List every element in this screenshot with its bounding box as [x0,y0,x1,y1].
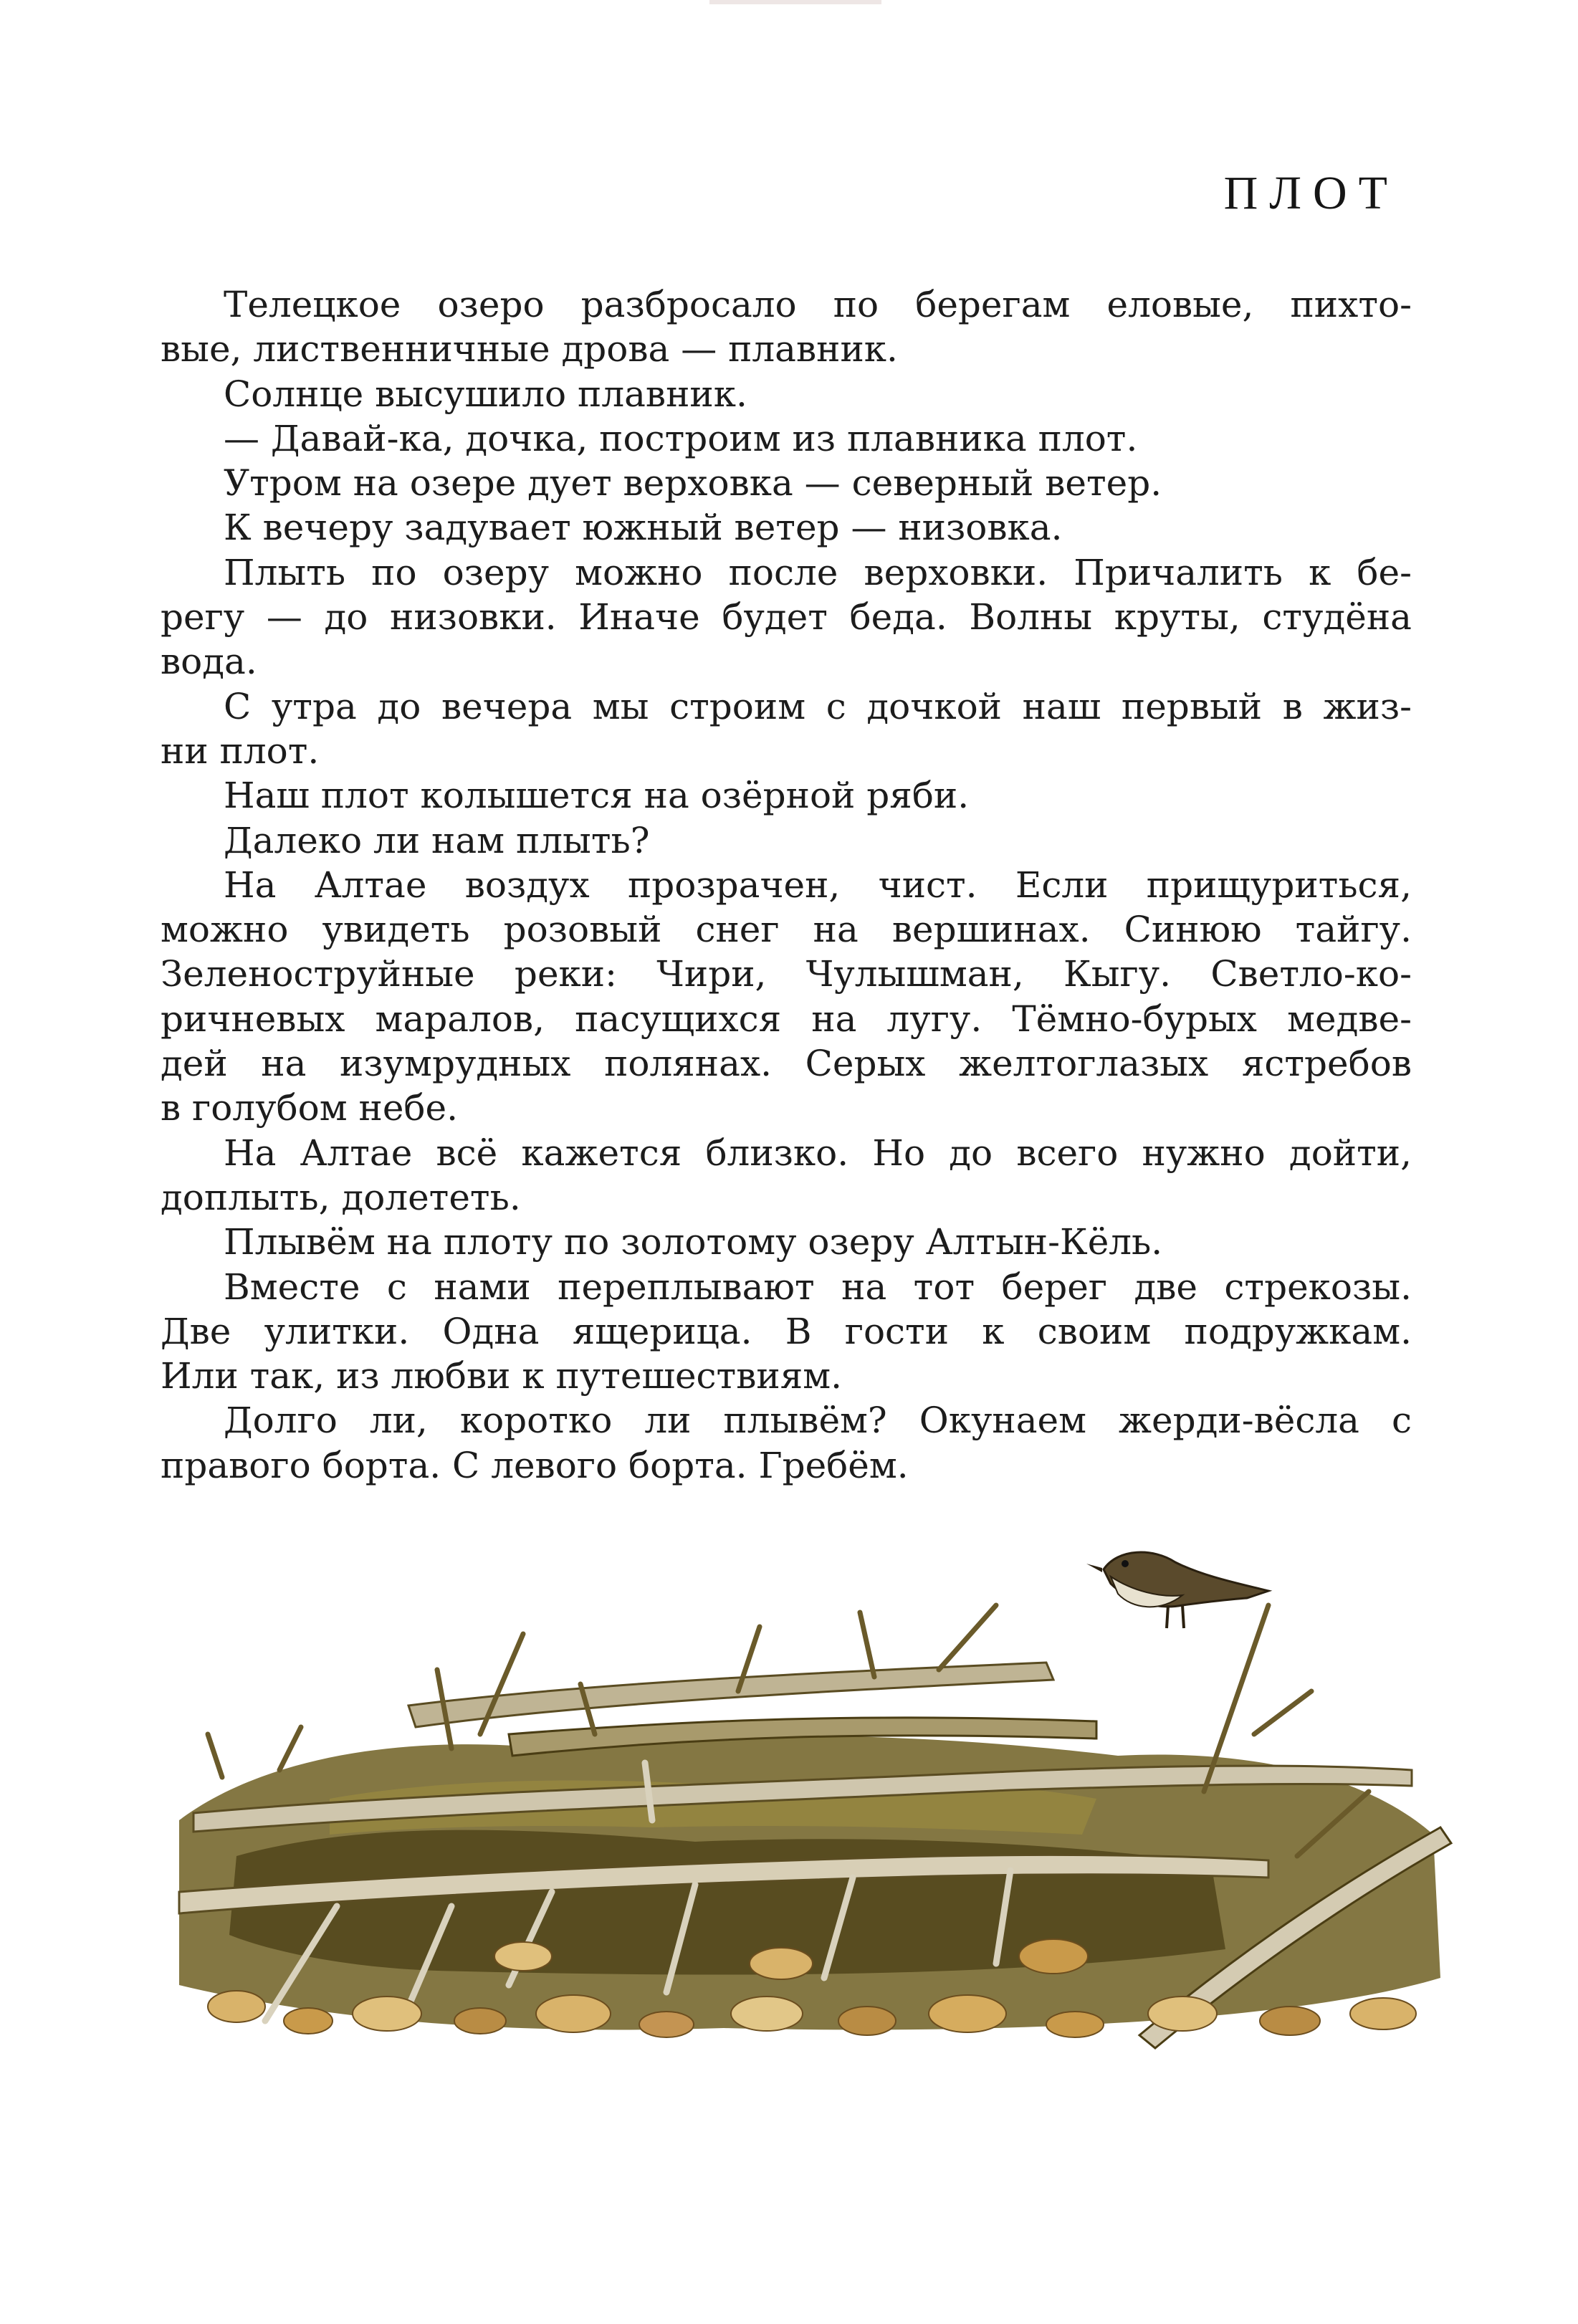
pebble [639,2012,694,2037]
pebble [838,2007,896,2035]
text-line: регу — до низовки. Иначе будет беда. Волны круты, студёна [161,596,1412,639]
text-line: Две улитки. Одна ящерица. В гости к своим подружкам. [161,1310,1412,1352]
story-text [161,282,1412,1488]
pebble [750,1948,813,1979]
text-line: На Алтае всё кажется близко. Но до всего нужно дойти, [224,1132,1412,1174]
text-line: правого борта. С левого борта. Гребём. [161,1444,909,1486]
text-line: в голубом небе. [161,1087,459,1129]
pebble [454,2008,506,2034]
text-line: Плывём на плоту по золотому озеру Алтын-Кёль. [224,1221,1163,1263]
text-line: — Давай-ка, дочка, построим из плавника плот. [224,417,1138,459]
branch [480,1634,523,1734]
branch [860,1612,874,1677]
pebble [208,1991,265,2022]
pebble [1260,2007,1320,2035]
pebble [1019,1939,1088,1974]
branch [939,1605,996,1670]
bird [1086,1552,1268,1628]
text-line: С утра до вечера мы строим с дочкой наш первый в жиз- [224,685,1412,727]
page-edge-mark [709,0,881,4]
text-line: вые, лиственничные дрова — плавник. [161,328,898,370]
text-line: ричневых маралов, пасущихся на лугу. Тёмно-бурых медве- [161,998,1412,1040]
pebble [284,2008,333,2034]
branch [208,1734,222,1777]
text-line: Наш плот колышется на озёрной ряби. [224,775,970,817]
text-line: вода. [161,641,257,683]
branch [279,1727,301,1770]
text-line: Зеленоструйные реки: Чири, Чулышман, Кыгу. Светло-ко- [161,953,1412,995]
text-line: ни плот. [161,730,320,772]
driftwood-raft-illustration [150,1519,1462,2064]
text-line: доплыть, долететь. [161,1176,521,1218]
pebble [536,1995,611,2032]
text-line: На Алтае воздух прозрачен, чист. Если прищуриться, [224,864,1412,906]
branch [1254,1691,1311,1734]
pebble [1350,1998,1416,2029]
text-line: Долго ли, коротко ли плывём? Окунаем жерди-вёсла с [224,1400,1412,1442]
text-line: Вместе с нами переплывают на тот берег две стрекозы. [224,1266,1412,1308]
pebble [929,1995,1006,2032]
text-line: дей на изумрудных полянах. Серых желтоглазых ястребов [161,1043,1412,1085]
pebble [1148,1997,1217,2031]
text-line: Далеко ли нам плыть? [224,819,650,861]
text-line: Плыть по озеру можно после верховки. Причалить к бе- [224,551,1412,593]
pebble [353,1997,421,2031]
chapter-title: ПЛОТ [1223,167,1399,219]
text-line: Утром на озере дует верховка — северный ветер. [224,462,1162,505]
pebble [494,1942,552,1971]
pebble [731,1997,803,2031]
text-line: К вечеру задувает южный ветер — низовка. [224,507,1063,549]
text-line: можно увидеть розовый снег на вершинах. Синюю тайгу. [161,909,1412,951]
text-line: Солнце высушило плавник. [224,373,747,415]
pebble [1046,2012,1104,2037]
text-line: Или так, из любви к путешествиям. [161,1355,843,1397]
text-line: Телецкое озеро разбросало по берегам еловые, пихто- [224,284,1412,325]
